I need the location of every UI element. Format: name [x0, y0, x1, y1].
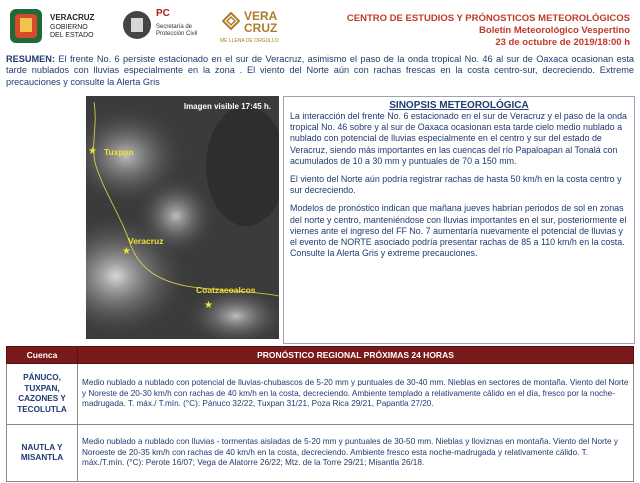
sinopsis-title: SINOPSIS METEOROLÓGICA [389, 100, 529, 111]
city-label-coatzacoalcos: Coatzacoalcos [196, 285, 256, 295]
logo-brand-tagline: ME LLENA DE ORGULLO [220, 38, 279, 44]
forecast-text: Medio nublado a nublado con potencial de lluvias-chubascos de 5-20 mm y puntuales de 30-40 mm. Nieblas en sectores de montaña. Viento del Norte y Noreste de 20-30 km/h con rachas de 40 km/h en la costa, decreciendo. Ambiente templado a relativamente cálido en el día, fresco por la noche-madrugada. T. máx./ T.mín. (°C): Pánuco 32/22, Tuxpan 31/21, Poza Rica 29/21, Papantla 27/20. [78, 364, 634, 425]
forecast-text: Medio nublado a nublado con lluvias - tormentas aisladas de 5-20 mm y puntuales de 30-50 mm. Nieblas y lloviznas en montaña. Viento del Norte y Noroeste de 20-35 km/h con rachas de 40 km/h en la costa, decreciendo. Ambiente fresco esta noche-madrugada y relativamente cálido. T. máx./T.mín. (°C): Perote 16/07; Vega de Alatorre 26/22; Mtz. de la Torre 29/21; Misantla 26/18. [78, 425, 634, 482]
star-icon: ★ [204, 300, 213, 311]
header-titles [347, 13, 630, 49]
city-label-veracruz: Veracruz [128, 236, 164, 246]
sinopsis-paragraph-1: La interacción del frente No. 6 estacionado en el sur de Veracruz y el paso de la onda tropical No. 46 sobre y al sur de Oaxaca ocasionan esta tarde cielo medio nublado a nublado con potencial de lluvias especialmente en el centro y sur del estado de Veracruz, siendo más importantes en las cuencas del río Papaloapan al Tonalá con acumulados de 10 a 30 mm y puntuales de 70 a 150 mm. [290, 111, 627, 166]
logo-gov-line2: GOBIERNO [50, 24, 88, 31]
sinopsis-paragraph-3: Modelos de pronóstico indican que mañana jueves habrían periodos de sol en zonas del norte y centro, manteniéndose con lluvias importantes en el sur, posteriormente el viernes ante el ingreso del FF No. 7 aumentaría nuevamente el potencial de lluvias y el evento de NORTE asociado podría presentar rachas de 85 a 110 km/h en la costa. Consulte la Alerta Gris y extreme precauciones. [290, 203, 627, 259]
sinopsis-paragraph-2: El viento del Norte aún podría registrar rachas de hasta 50 km/h en la costa centro y sur decreciendo. [290, 174, 622, 196]
basin-name: NAUTLA Y MISANTLA [7, 425, 78, 482]
table-header-row [7, 347, 634, 364]
veracruz-government-logo [6, 6, 101, 46]
satellite-image [86, 96, 279, 339]
basin-name: PÁNUCO, TUXPAN, CAZONES Y TECOLUTLA [7, 364, 78, 425]
table-row [7, 364, 634, 425]
logo-pc-line1: Secretaría de [156, 24, 193, 30]
proteccion-civil-logo [122, 6, 212, 46]
resumen [6, 54, 634, 88]
header [0, 0, 640, 52]
resumen-label: RESUMEN: [6, 54, 56, 64]
forecast-table [6, 346, 634, 482]
table-row [7, 425, 634, 482]
pc-emblem-icon [122, 8, 152, 42]
logo-brand-line2: CRUZ [244, 21, 278, 35]
center-title: CENTRO DE ESTUDIOS Y PRÓNOSTICOS METEOROLÓGICOS [346, 13, 630, 24]
star-icon: ★ [122, 246, 131, 257]
bulletin-date: 23 de octubre de 2019/18:00 h [495, 37, 630, 48]
lattice-icon [222, 12, 240, 34]
veracruz-brand-logo [218, 6, 290, 46]
resumen-text: El frente No. 6 persiste estacionado en el sur de Veracruz, asimismo el paso de la onda tropical No. 46 al sur de Oaxaca ocasionan esta tarde nublados con lluvias especialmente en la zona . El viento del Norte aún con rachas frescas en la costa centro-sur, decreciendo. Extreme precauciones y consulte la Alerta Gris [6, 54, 634, 87]
satellite-clouds [86, 96, 279, 339]
logo-gov-line3: DEL ESTADO [50, 32, 94, 39]
shield-icon [6, 6, 46, 46]
col-header-cuenca: Cuenca [7, 347, 78, 364]
city-label-tuxpan: Tuxpan [104, 147, 134, 157]
logo-pc-line2: Protección Civil [156, 31, 198, 37]
logo-brand-line1: VERA [244, 9, 278, 23]
col-header-pronostico: PRONÓSTICO REGIONAL PRÓXIMAS 24 HORAS [78, 347, 634, 364]
star-icon: ★ [88, 146, 97, 157]
sinopsis-panel [283, 96, 635, 344]
bulletin-name: Boletín Meteorológico Vespertino [479, 25, 630, 36]
logo-pc-title: PC [156, 8, 170, 19]
logo-gov-line1: VERACRUZ [50, 13, 95, 22]
satellite-timestamp: Imagen visible 17:45 h. [183, 102, 271, 111]
